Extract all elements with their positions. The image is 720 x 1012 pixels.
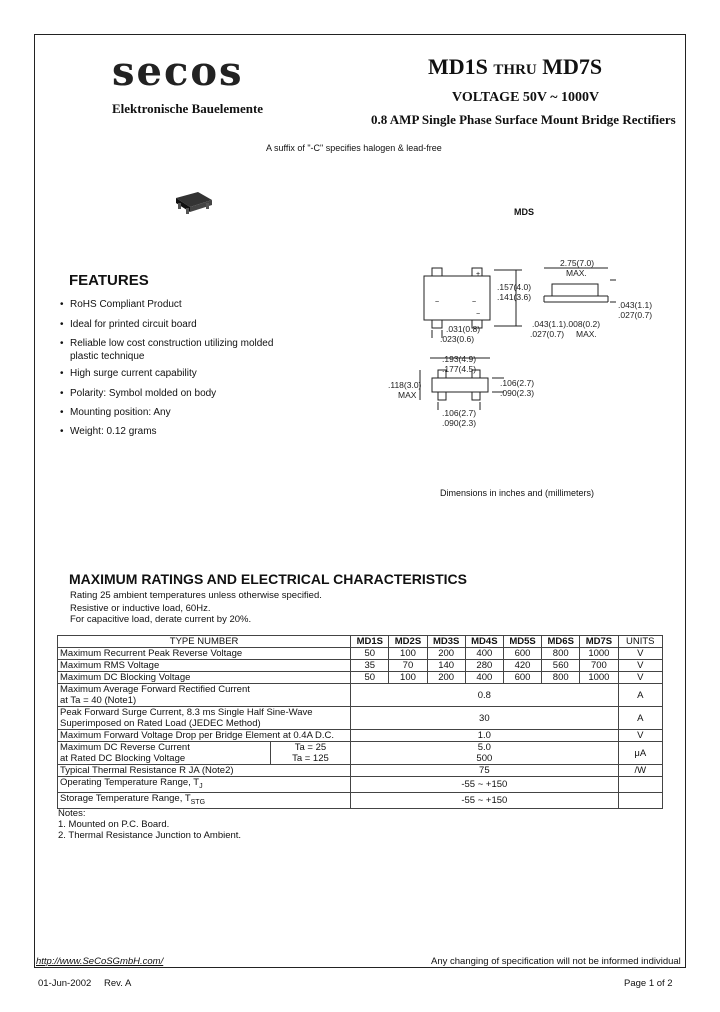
part-from: MD1S	[428, 54, 488, 79]
feature-item: • Mounting position: Any	[60, 407, 171, 418]
svg-text:+: +	[476, 271, 481, 278]
svg-text:~: ~	[435, 299, 440, 306]
dim-text: .118(3.0)	[388, 380, 422, 390]
dim-text: .177(4.5)	[442, 364, 477, 374]
feature-item: • Polarity: Symbol molded on body	[60, 388, 217, 399]
company-logo: secos	[112, 48, 244, 95]
thru-label: THRU	[493, 62, 537, 78]
feature-item: • Reliable low cost construction utilizing molded	[60, 338, 274, 349]
dim-text: .043(1.1)	[618, 300, 653, 310]
dim-text: .193(4.9)	[442, 354, 477, 364]
rating-note: For capacitive load, derate current by 20%.	[70, 614, 252, 625]
table-row: Maximum DC Reverse Current at Rated DC Blocking Voltage Ta = 25 Ta = 125 5.0 500 μA	[58, 742, 663, 765]
feature-item: • Ideal for printed circuit board	[60, 319, 197, 330]
rating-note: Rating 25 ambient temperatures unless otherwise specified.	[70, 590, 322, 601]
page-number: Page 1 of 2	[624, 978, 673, 989]
footnote: Notes:	[58, 808, 86, 819]
dim-text: .027(0.7)	[618, 310, 653, 320]
revision: Rev. A	[104, 978, 132, 989]
part-to: MD7S	[542, 54, 603, 79]
features-title: FEATURES	[69, 272, 149, 289]
table-row: Operating Temperature Range, $T_J$ -55 ~ +150	[58, 777, 663, 793]
feature-item: plastic technique	[70, 351, 145, 362]
dim-text: .157(4.0)	[497, 282, 532, 292]
feature-item: • RoHS Compliant Product	[60, 299, 182, 310]
date: 01-Jun-2002	[38, 978, 92, 989]
company-subtitle: Elektronische Bauelemente	[112, 101, 264, 116]
table-row: Maximum Average Forward Rectified Current at Ta = 40 (Note1) 0.8 A	[58, 684, 663, 707]
rating-note: Resistive or inductive load, 60Hz.	[70, 603, 211, 614]
ratings-table	[57, 635, 663, 809]
dim-text: .023(0.6)	[440, 334, 475, 344]
dim-text: .043(1.1)	[532, 319, 567, 329]
table-row: Maximum Recurrent Peak Reverse Voltage 50 100 200 400 600 800 1000 V	[58, 648, 663, 660]
dim-text: .031(0.8)	[446, 324, 481, 334]
dim-text: .106(2.7)	[442, 408, 477, 418]
svg-text:~: ~	[472, 299, 477, 306]
dimension-drawing	[380, 250, 670, 440]
package-photo-icon	[170, 188, 216, 216]
table-row: Maximum DC Blocking Voltage 50 100 200 400 600 800 1000 V	[58, 672, 663, 684]
footnote: 2. Thermal Resistance Junction to Ambient.	[58, 830, 242, 841]
dim-text: .141(3.6)	[497, 292, 532, 302]
product-description: 0.8 AMP Single Phase Surface Mount Bridge Rectifiers	[371, 112, 676, 127]
feature-item: • Weight: 0.12 grams	[60, 426, 157, 437]
dim-text: .090(2.3)	[500, 388, 535, 398]
disclaimer: Any changing of specification will not be informed individual	[431, 956, 681, 967]
dim-text: .106(2.7)	[500, 378, 535, 388]
dim-text: .027(0.7)	[530, 329, 565, 339]
package-label: MDS	[514, 207, 534, 217]
feature-item: • High surge current capability	[60, 368, 197, 379]
page-title	[428, 54, 602, 80]
table-row: Typical Thermal Resistance R JA (Note2) 75 /W	[58, 765, 663, 777]
table-row: TYPE NUMBER MD1S MD2S MD3S MD4S MD5S MD6S MD7S UNITS	[58, 636, 663, 648]
ratings-title: MAXIMUM RATINGS AND ELECTRICAL CHARACTERISTICS	[69, 571, 467, 587]
table-row: Storage Temperature Range, $T_{STG}$ -55 ~ +150	[58, 792, 663, 808]
table-row: Maximum Forward Voltage Drop per Bridge Element at 0.4A D.C. 1.0 V	[58, 730, 663, 742]
table-row: Peak Forward Surge Current, 8.3 ms Single Half Sine-Wave Superimposed on Rated Load (JEDEC Method) 30 A	[58, 707, 663, 730]
table-row: Maximum RMS Voltage 35 70 140 280 420 560 700 V	[58, 660, 663, 672]
voltage-range: VOLTAGE 50V ~ 1000V	[452, 90, 600, 105]
dim-text: MAX	[398, 390, 417, 400]
dim-text: MAX.	[576, 329, 597, 339]
dim-text: 2.75(7.0)	[560, 258, 595, 268]
suffix-note: A suffix of "-C" specifies halogen & lead-free	[266, 143, 442, 153]
dim-text: .090(2.3)	[442, 418, 477, 428]
dim-text: MAX.	[566, 268, 587, 278]
dim-text: .008(0.2)	[566, 319, 601, 329]
dimensions-note: Dimensions in inches and (millimeters)	[440, 488, 595, 498]
svg-text:−: −	[476, 311, 481, 318]
website-link[interactable]: http://www.SeCoSGmbH.com/	[36, 956, 164, 967]
footnote: 1. Mounted on P.C. Board.	[58, 819, 170, 830]
